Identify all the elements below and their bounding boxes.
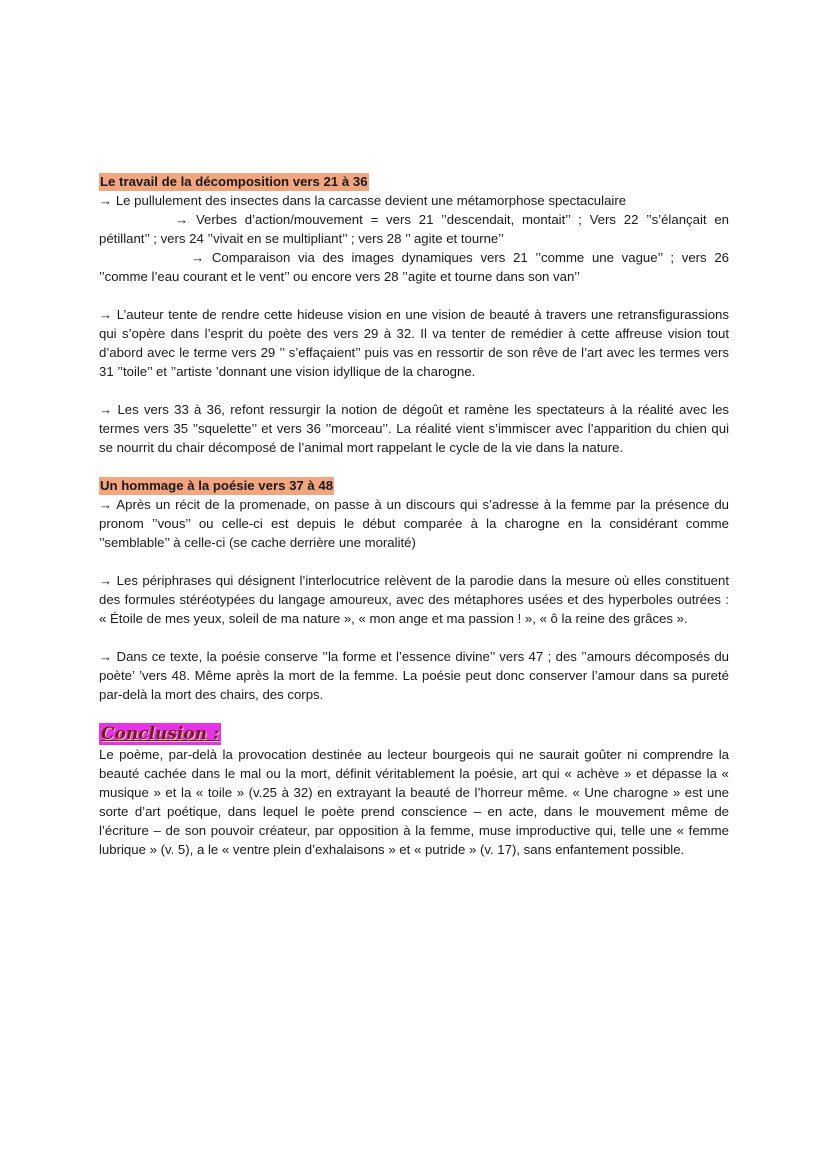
document-body [99,172,729,859]
paragraph: → Après un récit de la promenade, on passe à un discours qui s’adresse à la femme par la présence du pronom ’’vous’’ ou celle-ci est depuis le début comparée à la charogne en la considérant comme ’’semblable’’ à celle-ci (se cache derrière une moralité) [99,497,729,550]
conclusion-heading: Conclusion : [101,724,220,744]
paragraph: Le poème, par-delà la provocation destinée au lecteur bourgeois qui ne saurait goûter ni comprendre la beauté cachée dans le mal ou la mort, définit véritablement la poésie, art qui « achève » et dépasse la « musique » et la « toile » (v.25 à 32) en extrayant la beauté de l’horreur même. « Une charogne » est une sorte d’art poétique, dans lequel le poète prend conscience – en acte, dans le mouvement même de l’écriture – de son pouvoir créateur, par opposition à la femme, muse improductive qui, telle une « femme lubrique » (v. 5), a le « ventre plein d’exhalaisons » et « putride » (v. 17), sans enfantement possible. [99,747,729,857]
paragraph: → Les périphrases qui désignent l’interlocutrice relèvent de la parodie dans la mesure où elles constituent des formules stéréotypées du langage amoureux, avec des métaphores usées et des hyperboles outrées : « Étoile de mes yeux, soleil de ma nature », « mon ange et ma passion ! », « ô la reine des grâces ». [99,573,729,626]
paragraph: → Dans ce texte, la poésie conserve ’’la forme et l’essence divine’’ vers 47 ; des ’’amours décomposés du poète’ ’vers 48. Même après la mort de la femme. La poésie peut donc conserver l’amour dans sa pureté par-delà la mort des chairs, des corps. [99,649,729,702]
section-decomposition [99,172,729,457]
bullet-line: → Le pullulement des insectes dans la carcasse devient une métamorphose spectaculaire [99,193,627,208]
bullet-line-indented: → Verbes d’action/mouvement = vers 21 ’’descendait, montait’’ ; Vers 22 ’’s’élançait en pétillant’’ ; vers 24 ’’vivait en se multipliant’’ ; vers 28 ’’ agite et tourne’’ [99,212,729,246]
section-conclusion [99,721,729,859]
section-heading: Le travail de la décomposition vers 21 à 36 [100,174,368,189]
paragraph: → L’auteur tente de rendre cette hideuse vision en une vision de beauté à travers une retransfigurassions qui s’opère dans l’esprit du poète des vers 29 à 32. Il va tenter de remédier à cette affreuse vision tout d’abord avec le terme vers 29 ’’ s’effaçaient’’ puis vas en ressortir de son rêve de l’art avec les termes vers 31 ’’toile’’ et ’’artiste ’donnant une vision idyllique de la charogne. [99,307,729,379]
bullet-line-indented: → Comparaison via des images dynamiques vers 21 ’’comme une vague’’ ; vers 26 ’’comme l’eau courant et le vent’’ ou encore vers 28 ’’agite et tourne dans son van’’ [99,250,729,284]
paragraph: → Les vers 33 à 36, refont ressurgir la notion de dégoût et ramène les spectateurs à la réalité avec les termes vers 35 ’’squelette’’ et vers 36 ’’morceau’’. La réalité vient s’immiscer avec l’apparition du chien qui se nourrit du chair décomposé de l’animal mort rappelant le cycle de la vie dans la nature. [99,402,729,455]
section-heading: Un hommage à la poésie vers 37 à 48 [100,478,334,493]
section-hommage [99,476,729,704]
